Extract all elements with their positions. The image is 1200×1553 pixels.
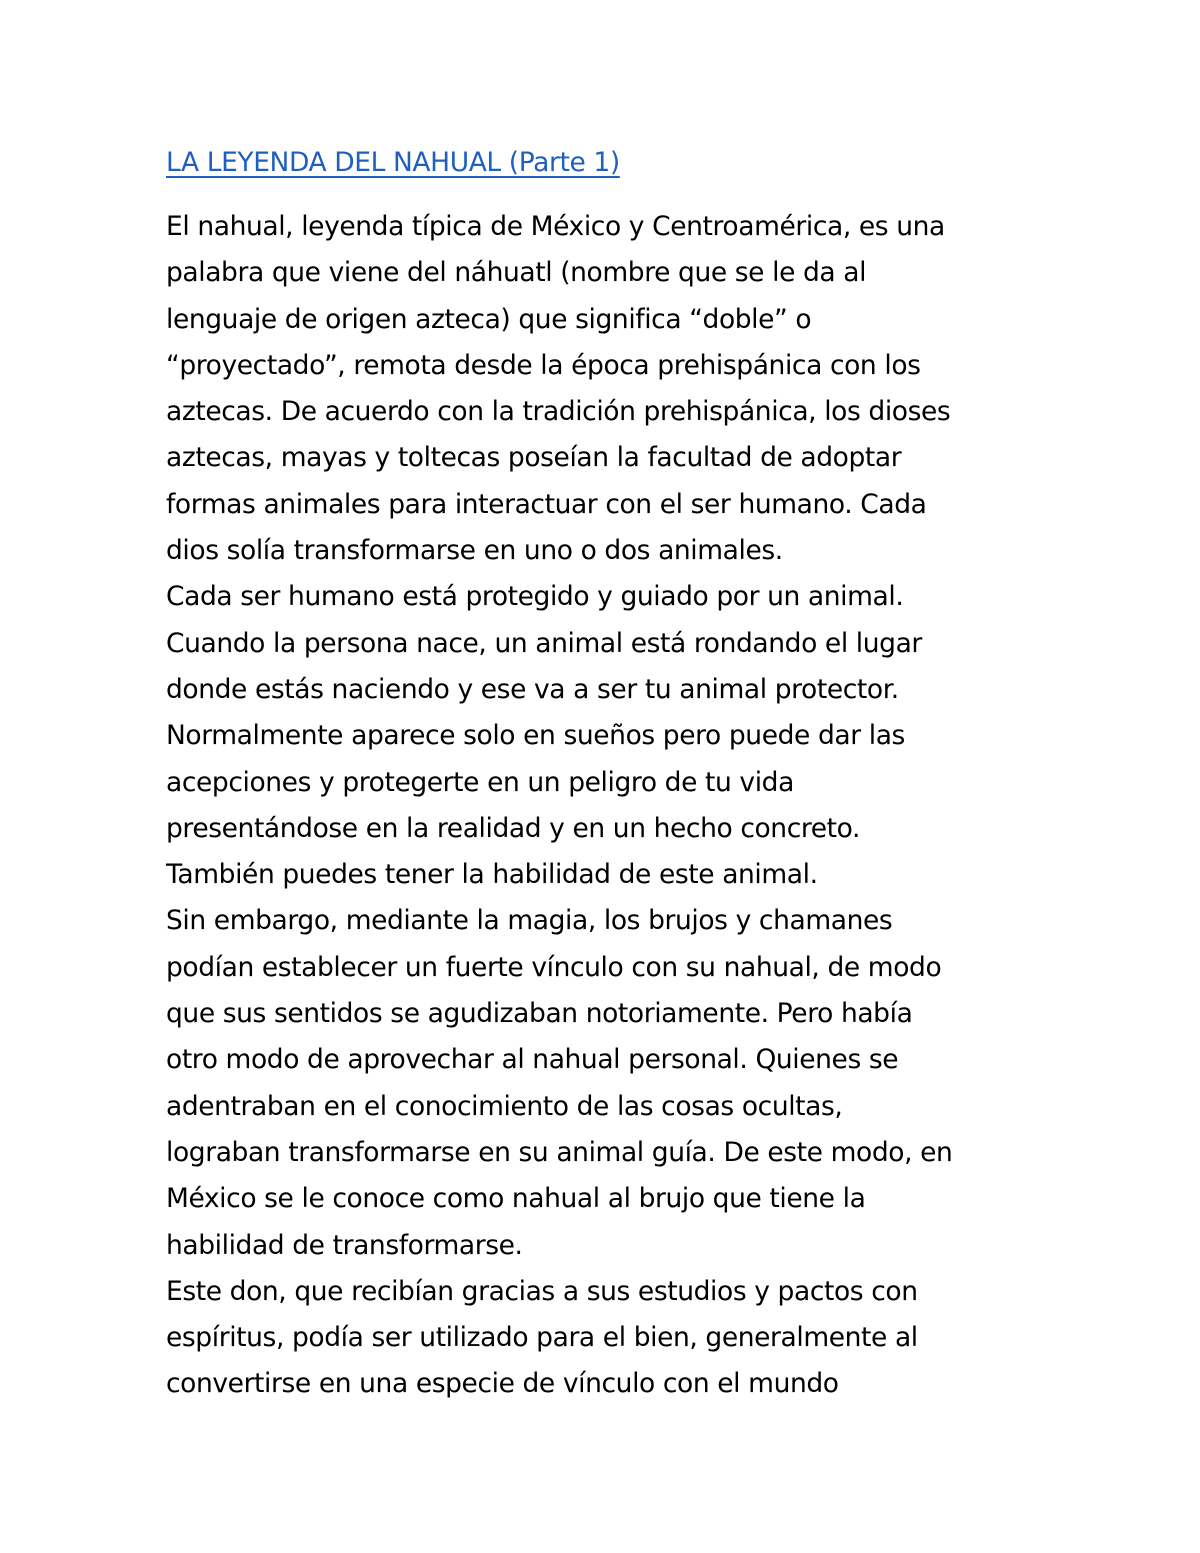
text-line: Sin embargo, mediante la magia, los brujos y chamanes: [166, 905, 893, 937]
text-line: dios solía transformarse en uno o dos animales.: [166, 535, 783, 567]
text-line: presentándose en la realidad y en un hecho concreto.: [166, 812, 861, 844]
text-line: donde estás naciendo y ese va a ser tu animal protector.: [166, 673, 899, 705]
text-line: “proyectado”, remota desde la época prehispánica con los: [166, 349, 921, 381]
text-line: Este don, que recibían gracias a sus estudios y pactos con: [166, 1275, 918, 1307]
text-line: Cada ser humano está protegido y guiado por un animal.: [166, 581, 904, 613]
text-line: palabra que viene del náhuatl (nombre que se le da al: [166, 257, 867, 289]
text-line: que sus sentidos se agudizaban notoriamente. Pero había: [166, 998, 913, 1030]
text-line: adentraban en el conocimiento de las cosas ocultas,: [166, 1090, 843, 1122]
text-line: acepciones y protegerte en un peligro de tu vida: [166, 766, 794, 798]
text-line: otro modo de aprovechar al nahual personal. Quienes se: [166, 1044, 899, 1076]
text-line: habilidad de transformarse.: [166, 1229, 523, 1261]
text-line: El nahual, leyenda típica de México y Centroamérica, es una: [166, 211, 945, 242]
text-line: podían establecer un fuerte vínculo con su nahual, de modo: [166, 951, 942, 983]
text-line: espíritus, podía ser utilizado para el bien, generalmente al: [166, 1322, 918, 1354]
document-title-link[interactable]: LA LEYENDA DEL NAHUAL (Parte 1): [166, 147, 620, 178]
text-line: México se le conoce como nahual al brujo que tiene la: [166, 1183, 866, 1215]
text-line: Normalmente aparece solo en sueños pero puede dar las: [166, 720, 905, 752]
text-line: lograban transformarse en su animal guía. De este modo, en: [166, 1136, 953, 1168]
text-line: También puedes tener la habilidad de este animal.: [166, 859, 818, 891]
text-line: Cuando la persona nace, un animal está rondando el lugar: [166, 627, 922, 659]
text-line: convertirse en una especie de vínculo con el mundo: [166, 1368, 839, 1400]
text-line: aztecas. De acuerdo con la tradición prehispánica, los dioses: [166, 396, 951, 428]
text-line: formas animales para interactuar con el ser humano. Cada: [166, 488, 927, 520]
text-line: aztecas, mayas y toltecas poseían la facultad de adoptar: [166, 442, 902, 474]
text-line: lenguaje de origen azteca) que significa “doble” o: [166, 303, 812, 335]
document-content: [166, 140, 1066, 1408]
document-body: [166, 204, 1066, 1408]
